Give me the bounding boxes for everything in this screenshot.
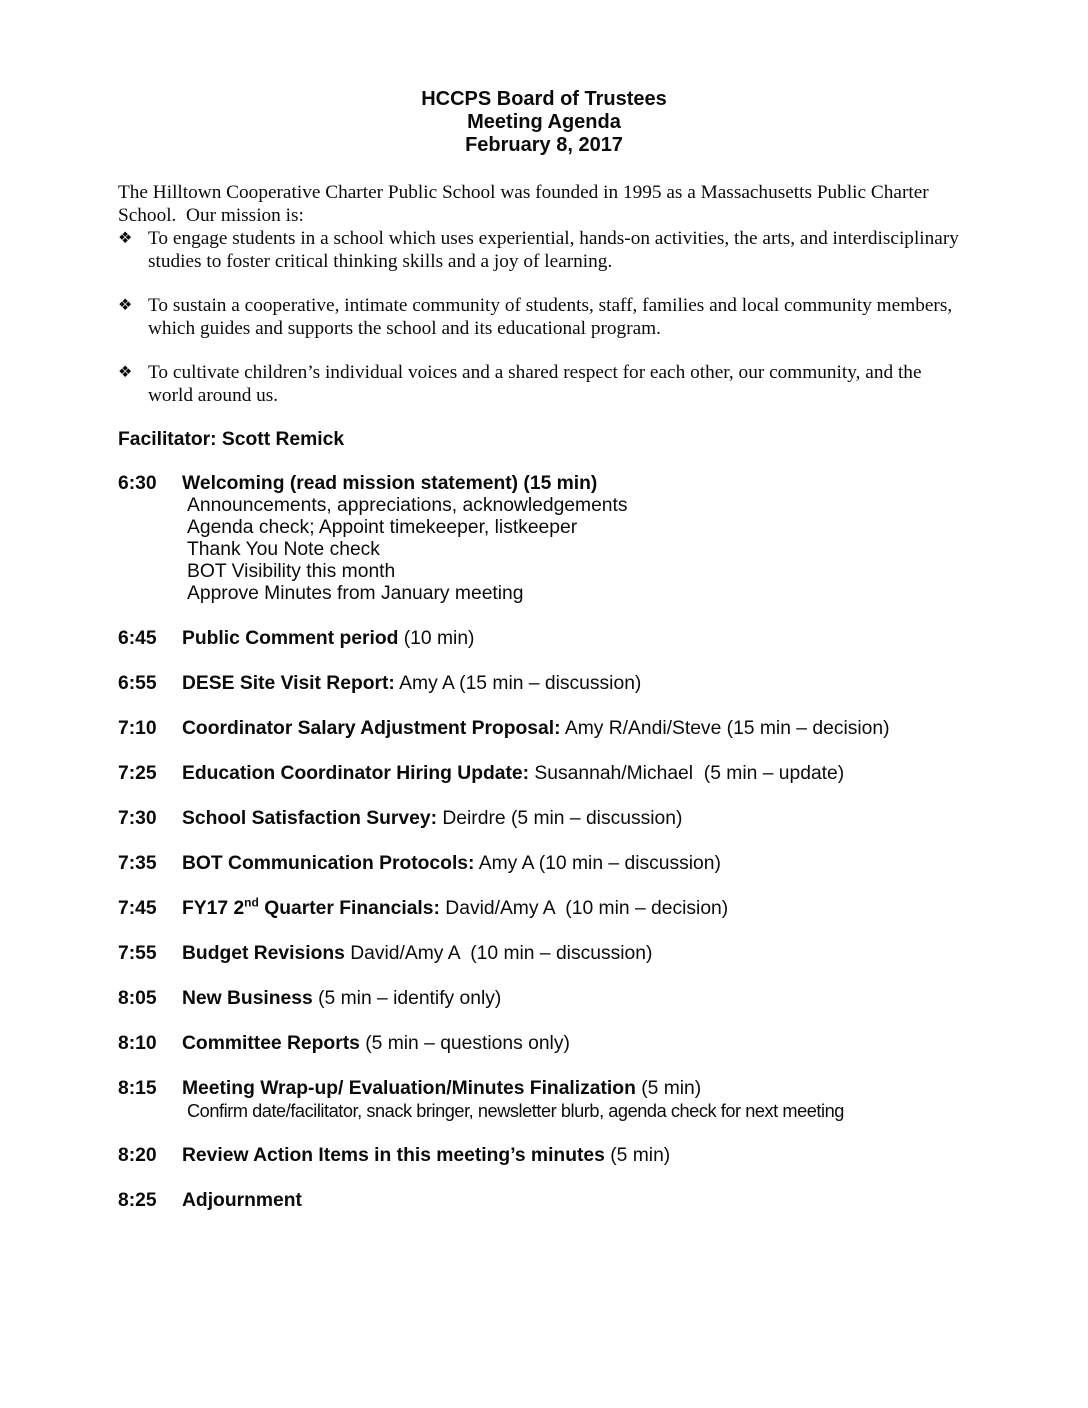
agenda-item-text <box>182 943 970 965</box>
agenda-item-text <box>182 473 970 495</box>
agenda-item-time: 8:20 <box>118 1145 157 1166</box>
agenda-item <box>118 853 970 875</box>
agenda-item-detail: David/Amy A (10 min – discussion) <box>344 943 653 964</box>
agenda-sub-items <box>182 495 970 605</box>
agenda-sub-item: Thank You Note check <box>187 539 380 560</box>
agenda-item <box>118 628 970 650</box>
agenda-item-title: School Satisfaction Survey: <box>182 808 438 829</box>
agenda-item-text <box>182 673 970 695</box>
agenda-item <box>118 943 970 965</box>
agenda-item <box>118 1078 970 1122</box>
agenda-item-time: 7:35 <box>118 853 157 874</box>
agenda-item-time: 8:15 <box>118 1078 157 1099</box>
agenda-item-body <box>182 673 970 695</box>
agenda-sub-items <box>182 1100 970 1122</box>
agenda-item-detail: Deirdre (5 min – discussion) <box>437 808 683 829</box>
agenda-item-body <box>182 943 970 965</box>
agenda-item-body <box>182 895 970 920</box>
agenda-item-text <box>182 895 970 920</box>
agenda-item <box>118 988 970 1010</box>
mission-list-item <box>118 227 970 273</box>
agenda-item-time: 8:25 <box>118 1190 157 1211</box>
agenda-item <box>118 473 970 605</box>
agenda-item-title: FY17 2 <box>182 898 245 919</box>
agenda-item-time: 8:10 <box>118 1033 157 1054</box>
agenda-item-text <box>182 628 970 650</box>
agenda-list <box>118 473 970 1212</box>
bullet-diamond-icon: ❖ <box>118 230 133 247</box>
doc-subtitle: Meeting Agenda <box>467 111 621 133</box>
document-header <box>118 88 970 157</box>
doc-date: February 8, 2017 <box>465 134 623 156</box>
mission-item-text: To engage students in a school which uses experiential, hands-on activities, the arts, and interdisciplinary studies to foster critical thinking skills and a joy of learning. <box>148 228 964 272</box>
mission-item-text: To cultivate children’s individual voices and a shared respect for each other, our community, and the world around us. <box>148 362 927 406</box>
agenda-item-title: BOT Communication Protocols: <box>182 853 475 874</box>
agenda-item-text <box>182 1033 970 1055</box>
agenda-item-detail: Amy A (10 min – discussion) <box>474 853 721 874</box>
agenda-item <box>118 1033 970 1055</box>
agenda-item-title: Review Action Items in this meeting’s minutes <box>182 1145 605 1166</box>
agenda-item <box>118 673 970 695</box>
mission-list-item <box>118 361 970 407</box>
agenda-item-body <box>182 473 970 605</box>
agenda-item-body <box>182 1033 970 1055</box>
agenda-item-time: 8:05 <box>118 988 157 1009</box>
agenda-item-title: Meeting Wrap-up/ Evaluation/Minutes Finalization <box>182 1078 636 1099</box>
agenda-sub-item: Confirm date/facilitator, snack bringer, newsletter blurb, agenda check for next meeting <box>187 1101 844 1121</box>
agenda-item-title: Coordinator Salary Adjustment Proposal: <box>182 718 561 739</box>
agenda-item-text <box>182 718 970 740</box>
agenda-item-title-superscript: nd <box>244 895 259 910</box>
agenda-item-title: Public Comment period <box>182 628 399 649</box>
agenda-sub-item: Announcements, appreciations, acknowledgements <box>187 495 628 516</box>
agenda-item-title: Education Coordinator Hiring Update: <box>182 763 530 784</box>
agenda-item-title: DESE Site Visit Report: <box>182 673 395 694</box>
mission-list-item <box>118 294 970 340</box>
agenda-item-title: Adjournment <box>182 1190 302 1211</box>
doc-title: HCCPS Board of Trustees <box>421 88 667 110</box>
agenda-item <box>118 1190 970 1212</box>
agenda-item-title: Quarter Financials: <box>258 898 440 919</box>
agenda-item <box>118 808 970 830</box>
agenda-item-detail: Amy A (15 min – discussion) <box>394 673 642 694</box>
agenda-item <box>118 895 970 920</box>
agenda-item-text <box>182 763 970 785</box>
agenda-item-detail: (5 min – questions only) <box>359 1033 570 1054</box>
agenda-item-detail: Susannah/Michael (5 min – update) <box>529 763 845 784</box>
agenda-item-time: 7:30 <box>118 808 157 829</box>
agenda-item-title: Committee Reports <box>182 1033 360 1054</box>
agenda-item-detail: (10 min) <box>398 628 475 649</box>
agenda-item-body <box>182 1145 970 1167</box>
agenda-item-detail: (5 min) <box>604 1145 671 1166</box>
agenda-item-body <box>182 718 970 740</box>
agenda-item-time: 6:30 <box>118 473 157 494</box>
agenda-item-body <box>182 808 970 830</box>
agenda-item-body <box>182 1190 970 1212</box>
facilitator-line: Facilitator: Scott Remick <box>118 429 345 450</box>
agenda-item-detail: Amy R/Andi/Steve (15 min – decision) <box>560 718 890 739</box>
agenda-item-body <box>182 628 970 650</box>
agenda-item-time: 7:25 <box>118 763 157 784</box>
agenda-item-time: 6:55 <box>118 673 157 694</box>
agenda-item-time: 7:55 <box>118 943 157 964</box>
agenda-item <box>118 763 970 785</box>
mission-list <box>118 227 970 407</box>
agenda-item <box>118 718 970 740</box>
agenda-item <box>118 1145 970 1167</box>
bullet-diamond-icon: ❖ <box>118 297 133 314</box>
agenda-item-detail: (5 min) <box>635 1078 702 1099</box>
agenda-item-title: Welcoming (read mission statement) (15 min) <box>182 473 598 494</box>
mission-item-text: To sustain a cooperative, intimate community of students, staff, families and local community members, which guides and supports the school and its educational program. <box>148 295 958 339</box>
agenda-item-body <box>182 1078 970 1122</box>
agenda-item-time: 7:45 <box>118 898 157 919</box>
agenda-sub-item: Approve Minutes from January meeting <box>187 583 524 604</box>
agenda-item-body <box>182 988 970 1010</box>
agenda-item-text <box>182 1145 970 1167</box>
agenda-item-time: 7:10 <box>118 718 157 739</box>
agenda-item-body <box>182 853 970 875</box>
agenda-item-text <box>182 1190 970 1212</box>
agenda-item-detail: David/Amy A (10 min – decision) <box>439 898 729 919</box>
agenda-item-title: Budget Revisions <box>182 943 345 964</box>
agenda-item-text <box>182 853 970 875</box>
intro-paragraph: The Hilltown Cooperative Charter Public School was founded in 1995 as a Massachusetts Public Charter School. Our mission is: <box>118 182 934 226</box>
agenda-sub-item: Agenda check; Appoint timekeeper, listkeeper <box>187 517 578 538</box>
agenda-item-detail: (5 min – identify only) <box>312 988 502 1009</box>
bullet-diamond-icon: ❖ <box>118 364 133 381</box>
agenda-item-text <box>182 1078 970 1100</box>
agenda-item-text <box>182 988 970 1010</box>
agenda-item-time: 6:45 <box>118 628 157 649</box>
agenda-sub-item: BOT Visibility this month <box>187 561 396 582</box>
agenda-item-text <box>182 808 970 830</box>
agenda-item-title: New Business <box>182 988 313 1009</box>
agenda-item-body <box>182 763 970 785</box>
